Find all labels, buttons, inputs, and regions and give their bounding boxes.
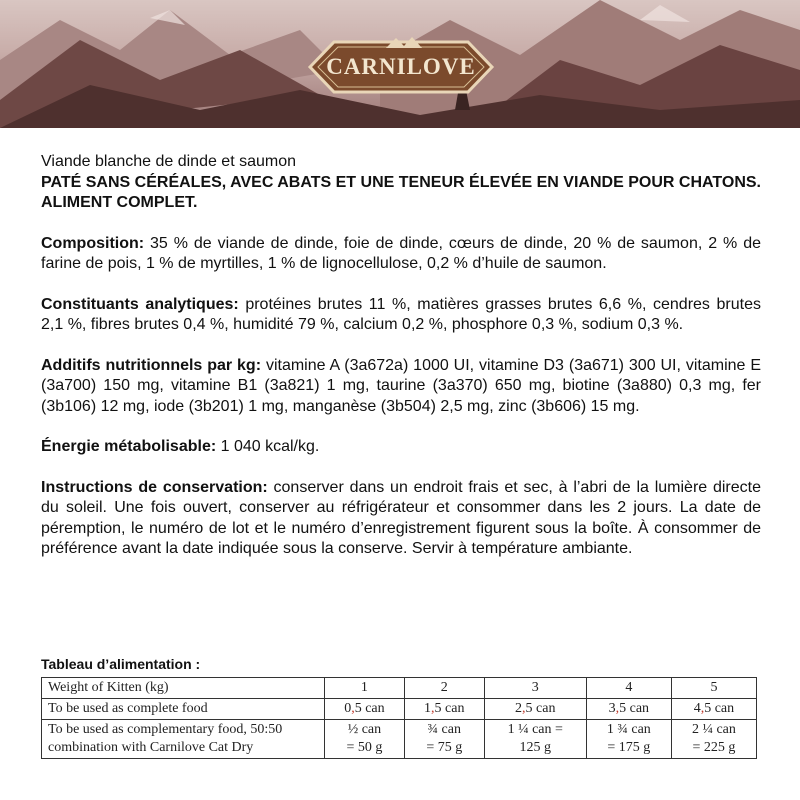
table-header-cell: Weight of Kitten (kg)	[42, 678, 325, 699]
additives-section	[41, 356, 761, 418]
table-row	[42, 678, 757, 699]
table-cell: 3,5 can	[586, 699, 671, 720]
table-cell: 2,5 can	[484, 699, 586, 720]
table-cell: 4,5 can	[671, 699, 756, 720]
table-cell: 1 ¼ can = 125 g	[484, 720, 586, 759]
composition-section	[41, 234, 761, 275]
energy-section	[41, 437, 761, 458]
composition-label: Composition:	[41, 234, 145, 252]
header-banner	[0, 0, 800, 128]
logo-text: CARNILOVE	[326, 54, 476, 79]
analytical-section	[41, 295, 761, 336]
table-header-cell: 2	[404, 678, 484, 699]
additives-text: vitamine A (3a672a) 1000 UI, vitamine D3 (3a671) 300 UI, vitamine E (3a700) 150 mg, vitamine B1 (3a821) 1 mg, taurine (3a370) 650 mg, biotine (3a880) 0,3 mg, fer (3b106) 12 mg, iode (3b201) 1 mg, manganèse (3b504) 2,5 mg, zinc (3b606) 15 mg.	[41, 356, 762, 415]
product-subtitle: Viande blanche de dinde et saumon	[41, 153, 297, 170]
table-cell: ½ can = 50 g	[325, 720, 405, 759]
table-header-cell: 1	[325, 678, 405, 699]
table-cell: To be used as complementary food, 50:50 combination with Carnilove Cat Dry	[42, 720, 325, 759]
storage-text: conserver dans un endroit frais et sec, à l’abri de la lumière directe du soleil. Une fois ouvert, conserver au réfrigérateur et consommer dans les 2 jours. La date de péremption, le numéro de lot et le numéro d’enregistrement figurent sous la boîte. À consommer de préférence avant la date indiquée sous la conserve. Servir à température ambiante.	[41, 478, 761, 557]
analytical-text: protéines brutes 11 %, matières grasses brutes 6,6 %, cendres brutes 2,1 %, fibres brutes 0,4 %, humidité 79 %, calcium 0,2 %, phosphore 0,3 %, sodium 0,3 %.	[41, 295, 761, 333]
additives-label: Additifs nutritionnels par kg:	[41, 356, 262, 374]
carnilove-logo	[304, 34, 498, 100]
feeding-table-title: Tableau d’alimentation :	[41, 656, 201, 672]
table-cell: To be used as complete food	[42, 699, 325, 720]
table-header-cell: 5	[671, 678, 756, 699]
product-description	[41, 152, 761, 560]
table-row	[42, 699, 757, 720]
table-header-cell: 3	[484, 678, 586, 699]
table-cell: 0,5 can	[325, 699, 405, 720]
storage-label: Instructions de conservation:	[41, 478, 268, 496]
table-cell: 2 ¼ can = 225 g	[671, 720, 756, 759]
composition-text: 35 % de viande de dinde, foie de dinde, cœurs de dinde, 20 % de saumon, 2 % de farine de pois, 1 % de myrtilles, 1 % de lignocellulose, 0,2 % d’huile de saumon.	[41, 234, 761, 272]
table-cell: 1 ¾ can = 175 g	[586, 720, 671, 759]
analytical-label: Constituants analytiques:	[41, 295, 239, 313]
energy-label: Énergie métabolisable:	[41, 438, 217, 455]
table-header-cell: 4	[586, 678, 671, 699]
table-row	[42, 720, 757, 759]
storage-section	[41, 478, 761, 560]
product-title: PATÉ SANS CÉRÉALES, AVEC ABATS ET UNE TENEUR ÉLEVÉE EN VIANDE POUR CHATONS. ALIMENT COMPLET.	[41, 173, 761, 211]
energy-text: 1 040 kcal/kg.	[216, 438, 320, 455]
table-cell: ¾ can = 75 g	[404, 720, 484, 759]
feeding-table	[41, 677, 757, 759]
table-cell: 1,5 can	[404, 699, 484, 720]
